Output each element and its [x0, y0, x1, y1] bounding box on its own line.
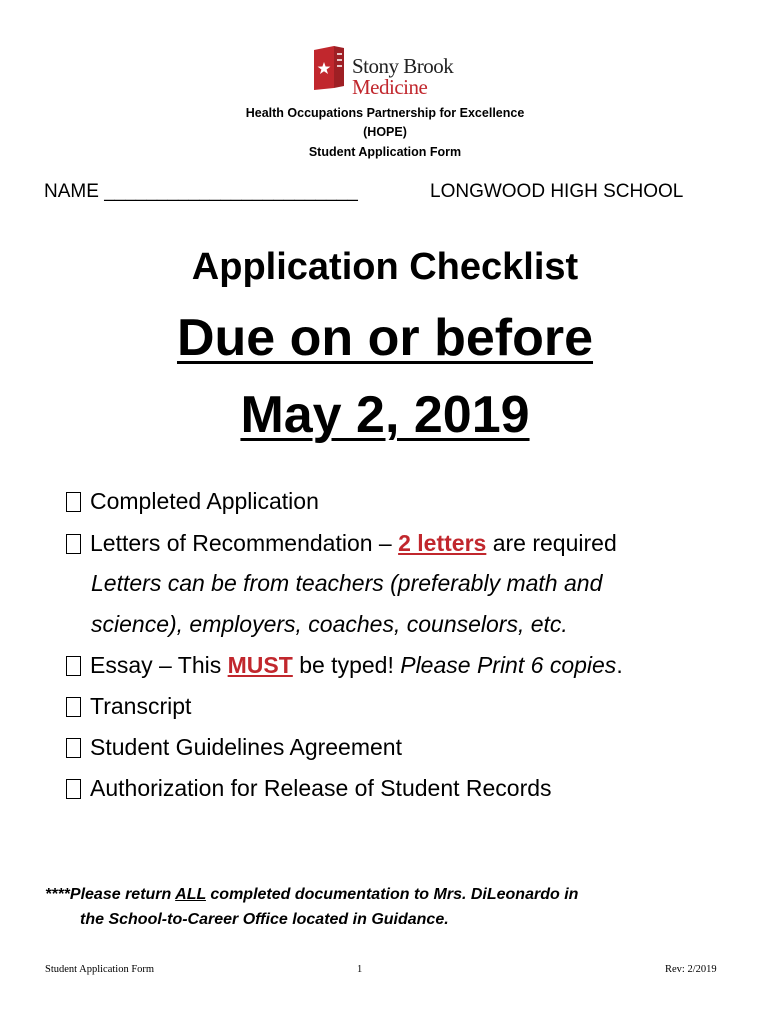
item-label: Authorization for Release of Student Records: [90, 775, 552, 801]
essay-copies: Please Print 6 copies: [400, 652, 617, 678]
checklist-item-letters: [66, 530, 617, 557]
name-field: [44, 181, 358, 203]
header-title: Health Occupations Partnership for Excellence: [245, 106, 525, 120]
due-line1: Due on or before: [176, 309, 594, 367]
shield-logo-icon: [312, 44, 346, 92]
note-suffix: completed documentation to Mrs. DiLeonardo in: [205, 886, 579, 903]
checklist-title: Application Checklist: [191, 246, 579, 288]
checkbox-icon: [66, 492, 81, 512]
essay-mid: be typed!: [292, 652, 401, 678]
stony-brook-logo: [312, 44, 472, 99]
essay-must: MUST: [227, 652, 293, 678]
item-label: Student Guidelines Agreement: [90, 734, 402, 760]
footer-form-name: Student Application Form: [45, 964, 155, 975]
checkbox-icon: [66, 738, 81, 758]
name-label: NAME: [44, 181, 99, 202]
return-note-line1: [45, 886, 578, 904]
checklist-item-application: [66, 488, 319, 515]
item-label: Transcript: [90, 693, 192, 719]
item-label: Letters of Recommendation –: [90, 530, 399, 556]
header-form-name: Student Application Form: [308, 145, 462, 159]
checkbox-icon: [66, 656, 81, 676]
logo-line1: Stony Brook: [352, 54, 454, 78]
letters-count: 2 letters: [398, 530, 487, 556]
footer-revision: Rev: 2/2019: [665, 964, 717, 975]
checklist-item-essay: [66, 652, 623, 679]
checkbox-icon: [66, 534, 81, 554]
checkbox-icon: [66, 779, 81, 799]
due-date: May 2, 2019: [240, 386, 530, 444]
footer-page-number: 1: [357, 964, 363, 975]
checklist-item-transcript: [66, 693, 191, 720]
item-label: Essay – This: [90, 652, 228, 678]
item-label-suffix: are required: [486, 530, 617, 556]
checkbox-icon: [66, 697, 81, 717]
note-prefix: ****Please return: [45, 886, 176, 903]
essay-end: .: [616, 652, 623, 678]
checklist-item-authorization: [66, 775, 552, 802]
letters-note-line1: Letters can be from teachers (preferably math and: [91, 570, 603, 596]
header-acronym: (HOPE): [363, 125, 407, 139]
item-label: Completed Application: [90, 488, 319, 514]
name-blank: ________________________: [104, 181, 358, 202]
letters-note-line2: science), employers, coaches, counselors, etc.: [91, 611, 568, 637]
return-note-line2: the School-to-Career Office located in Guidance.: [80, 911, 449, 928]
logo-line2: Medicine: [352, 75, 428, 99]
note-all: ALL: [175, 886, 206, 903]
checklist-item-guidelines: [66, 734, 402, 761]
school-name: LONGWOOD HIGH SCHOOL: [430, 181, 684, 202]
